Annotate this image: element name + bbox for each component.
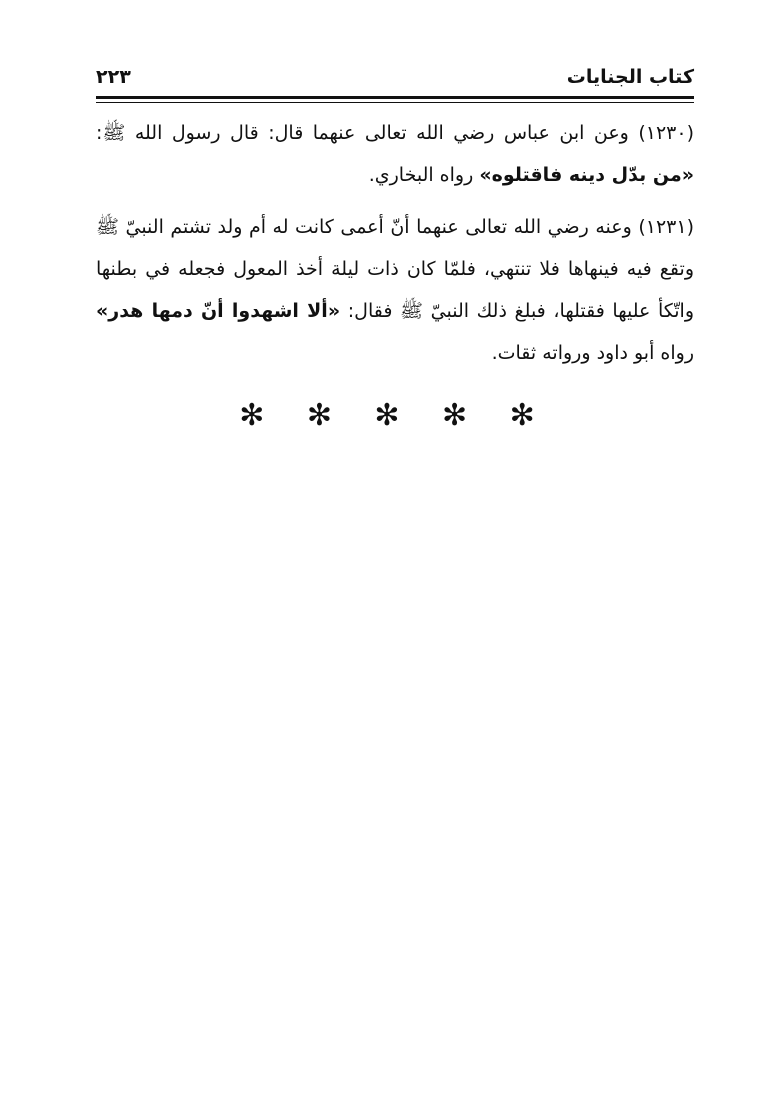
hadith-1230: [96, 112, 694, 196]
hadith-number: (١٢٣١): [638, 216, 694, 238]
header-rule-thick: [96, 96, 694, 99]
section-separator: ✻ ✻ ✻ ✻ ✻: [239, 398, 551, 433]
chapter-title: كتاب الجنايات: [566, 66, 694, 88]
hadith-quote: «ألا اشهدوا أنّ دمها هدر»: [96, 300, 341, 322]
page-number: ٢٢٣: [96, 66, 131, 88]
hadith-quote: «من بدّل دينه فاقتلوه»: [479, 164, 694, 186]
hadith-intro: وعن ابن عباس رضي الله تعالى عنهما قال: قال رسول الله ﷺ:: [96, 122, 629, 144]
body-text: [96, 112, 694, 384]
page-header: [96, 60, 694, 94]
hadith-1231: [96, 206, 694, 374]
hadith-source: رواه البخاري.: [368, 164, 474, 186]
header-rule-thin: [96, 102, 694, 103]
hadith-intro: وعنه رضي الله تعالى عنهما أنّ أعمى كانت له أم ولد تشتم النبيّ ﷺ وتقع فيه فينهاها فلا تنتهي، فلمّا كان ذات ليلة أخذ المعول فجعله في بطنها واتّكأ عليها فقتلها، فبلغ ذلك النبيّ ﷺ فقال:: [96, 216, 694, 322]
hadith-source: رواه أبو داود ورواته ثقات.: [491, 342, 694, 364]
hadith-number: (١٢٣٠): [638, 122, 694, 144]
